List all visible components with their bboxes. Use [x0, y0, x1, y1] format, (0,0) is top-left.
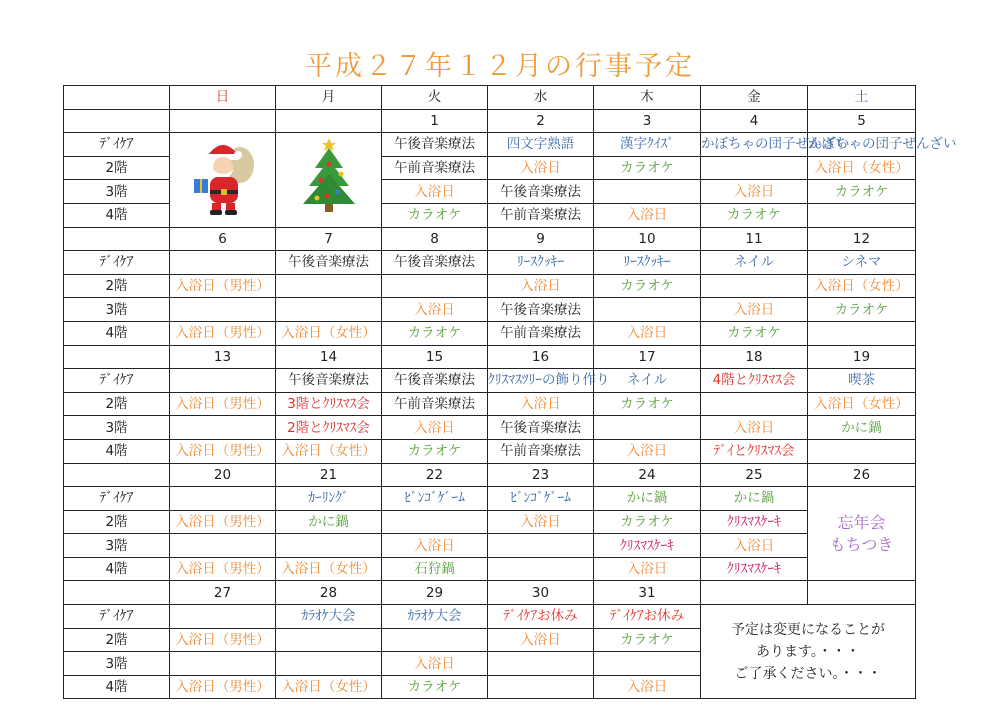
event-cell: 入浴日: [594, 321, 701, 345]
event-cell: 入浴日: [594, 557, 701, 581]
event-cell: ﾃﾞｲｹｱお休み: [594, 605, 701, 629]
row-label: 2階: [64, 274, 170, 298]
event-cell: かに鍋: [594, 487, 701, 511]
event-cell: 入浴日（女性）: [808, 156, 916, 180]
date-row: [64, 581, 916, 605]
schedule-row: [64, 557, 916, 581]
date-cell: 6: [170, 227, 276, 251]
event-cell: 午後音楽療法: [382, 133, 488, 157]
row-label: 3階: [64, 180, 170, 204]
row-label: ﾃﾞｲｹｱ: [64, 251, 170, 275]
date-cell: 25: [701, 463, 808, 487]
schedule-row: [64, 274, 916, 298]
row-label: ﾃﾞｲｹｱ: [64, 369, 170, 393]
santa-illustration: [170, 133, 276, 227]
schedule-row: [64, 487, 916, 511]
schedule-row: [64, 510, 916, 534]
event-cell: 入浴日（男性）: [170, 675, 276, 699]
event-cell: 入浴日: [488, 156, 594, 180]
event-cell: [170, 605, 276, 629]
event-cell: かぼちゃの団子ぜんざい: [808, 133, 916, 157]
event-cell: ｶｰﾘﾝｸﾞ: [276, 487, 382, 511]
date-cell: 14: [276, 345, 382, 369]
tree-icon: [299, 134, 359, 218]
event-cell: [276, 534, 382, 558]
date-cell: [808, 581, 916, 605]
date-cell: 7: [276, 227, 382, 251]
event-cell: 入浴日: [488, 274, 594, 298]
event-cell: カラオケ: [382, 439, 488, 463]
date-cell: 21: [276, 463, 382, 487]
date-cell: [701, 581, 808, 605]
date-cell: 31: [594, 581, 701, 605]
event-cell: [594, 298, 701, 322]
row-label: ﾃﾞｲｹｱ: [64, 133, 170, 157]
event-cell: 入浴日（男性）: [170, 274, 276, 298]
page-title: 平成２７年１２月の行事予定: [305, 51, 695, 82]
event-cell: ﾘｰｽｸｯｷｰ: [488, 251, 594, 275]
event-cell: かに鍋: [701, 487, 808, 511]
event-cell: [808, 203, 916, 227]
event-cell: 入浴日（女性）: [276, 557, 382, 581]
schedule-row: [64, 439, 916, 463]
event-cell: カラオケ: [594, 628, 701, 652]
event-cell: 入浴日（女性）: [276, 439, 382, 463]
event-cell: ｸﾘｽﾏｽｹｰｷ: [701, 510, 808, 534]
date-cell: 29: [382, 581, 488, 605]
schedule-row: [64, 321, 916, 345]
header-corner: [64, 86, 170, 110]
date-cell: 22: [382, 463, 488, 487]
event-cell: ﾃﾞｲｹｱお休み: [488, 605, 594, 629]
event-cell: 入浴日（女性）: [276, 321, 382, 345]
event-cell: ｸﾘｽﾏｽｹｰｷ: [594, 534, 701, 558]
event-cell: [594, 180, 701, 204]
event-cell: 入浴日（男性）: [170, 321, 276, 345]
event-cell: ﾋﾞﾝｺﾞｹﾞｰﾑ: [382, 487, 488, 511]
event-cell: [808, 439, 916, 463]
event-cell: 喫茶: [808, 369, 916, 393]
event-cell: 入浴日: [594, 439, 701, 463]
weekday-header-row: [64, 86, 916, 110]
event-cell: 入浴日（男性）: [170, 510, 276, 534]
schedule-row: [64, 392, 916, 416]
weekday-header: 月: [276, 86, 382, 110]
event-cell: 午後音楽療法: [276, 251, 382, 275]
date-row-label: [64, 227, 170, 251]
event-cell: ﾃﾞｲとｸﾘｽﾏｽ会: [701, 439, 808, 463]
date-row: [64, 227, 916, 251]
event-cell: 入浴日（女性）: [276, 675, 382, 699]
event-cell: 午後音楽療法: [488, 180, 594, 204]
date-cell: 3: [594, 109, 701, 133]
schedule-row: [64, 298, 916, 322]
notice-cell: [701, 605, 916, 699]
event-cell: 午後音楽療法: [488, 298, 594, 322]
row-label: 2階: [64, 510, 170, 534]
event-cell: 入浴日: [382, 416, 488, 440]
event-cell: カラオケ: [594, 274, 701, 298]
event-cell: 入浴日（女性）: [808, 274, 916, 298]
row-label: 2階: [64, 628, 170, 652]
event-cell: ネイル: [594, 369, 701, 393]
event-cell: [276, 628, 382, 652]
row-label: ﾃﾞｲｹｱ: [64, 487, 170, 511]
row-label: 3階: [64, 298, 170, 322]
event-cell: 入浴日（男性）: [170, 557, 276, 581]
event-cell: 入浴日（女性）: [808, 392, 916, 416]
event-cell: カラオケ: [382, 203, 488, 227]
event-cell: 3階とｸﾘｽﾏｽ会: [276, 392, 382, 416]
weekday-header: 土: [808, 86, 916, 110]
bonenkai-text: 忘年会 もちつき: [829, 512, 894, 554]
event-cell: 入浴日: [594, 203, 701, 227]
event-cell: [701, 392, 808, 416]
weekday-header: 火: [382, 86, 488, 110]
event-cell: 午前音楽療法: [488, 321, 594, 345]
date-cell: 2: [488, 109, 594, 133]
event-cell: [276, 274, 382, 298]
event-cell: [276, 652, 382, 676]
date-cell: 9: [488, 227, 594, 251]
event-cell: [701, 274, 808, 298]
event-cell: [170, 251, 276, 275]
event-cell: かに鍋: [808, 416, 916, 440]
event-cell: ｶﾗｵｹ大会: [382, 605, 488, 629]
event-cell: 入浴日: [701, 180, 808, 204]
bonenkai-cell: [808, 487, 916, 581]
event-cell: 入浴日: [701, 416, 808, 440]
date-row: [64, 109, 916, 133]
event-cell: カラオケ: [808, 298, 916, 322]
event-cell: [488, 557, 594, 581]
date-cell: 16: [488, 345, 594, 369]
date-cell: 28: [276, 581, 382, 605]
date-cell: 26: [808, 463, 916, 487]
event-cell: [594, 416, 701, 440]
event-cell: かぼちゃの団子ぜんざい: [701, 133, 808, 157]
event-cell: ｸﾘｽﾏｽﾂﾘｰの飾り作り: [488, 369, 594, 393]
weekday-header: 金: [701, 86, 808, 110]
event-cell: カラオケ: [382, 321, 488, 345]
date-cell: 1: [382, 109, 488, 133]
date-row: [64, 463, 916, 487]
event-cell: 入浴日（男性）: [170, 439, 276, 463]
event-cell: 午後音楽療法: [276, 369, 382, 393]
row-label: 3階: [64, 534, 170, 558]
event-cell: 入浴日: [382, 180, 488, 204]
event-cell: [488, 534, 594, 558]
event-cell: ﾋﾞﾝｺﾞｹﾞｰﾑ: [488, 487, 594, 511]
event-cell: カラオケ: [808, 180, 916, 204]
weekday-header: 水: [488, 86, 594, 110]
date-cell: 11: [701, 227, 808, 251]
event-cell: [382, 628, 488, 652]
event-cell: ｸﾘｽﾏｽｹｰｷ: [701, 557, 808, 581]
schedule-row: [64, 605, 916, 629]
event-cell: [382, 510, 488, 534]
event-cell: 入浴日（男性）: [170, 628, 276, 652]
date-row-label: [64, 345, 170, 369]
event-cell: [170, 534, 276, 558]
date-cell: 5: [808, 109, 916, 133]
schedule-row: [64, 534, 916, 558]
event-cell: 午後音楽療法: [382, 251, 488, 275]
date-cell: 23: [488, 463, 594, 487]
date-row: [64, 345, 916, 369]
date-cell: 10: [594, 227, 701, 251]
date-row-label: [64, 109, 170, 133]
date-cell: 12: [808, 227, 916, 251]
event-cell: [276, 298, 382, 322]
schedule-row: [64, 251, 916, 275]
notice-text: 予定は変更になることが あります。・・・ ご了承ください。・・・: [731, 621, 885, 682]
event-cell: 石狩鍋: [382, 557, 488, 581]
event-cell: 午後音楽療法: [382, 369, 488, 393]
date-cell: 20: [170, 463, 276, 487]
weekday-header: 日: [170, 86, 276, 110]
date-row-label: [64, 463, 170, 487]
event-cell: [488, 675, 594, 699]
schedule-row: [64, 133, 916, 157]
schedule-row: [64, 369, 916, 393]
row-label: 4階: [64, 675, 170, 699]
event-cell: [701, 156, 808, 180]
event-cell: 入浴日: [488, 510, 594, 534]
event-cell: [170, 369, 276, 393]
event-cell: カラオケ: [701, 203, 808, 227]
weekday-header: 木: [594, 86, 701, 110]
date-cell: 24: [594, 463, 701, 487]
event-cell: [170, 487, 276, 511]
event-cell: ｶﾗｵｹ大会: [276, 605, 382, 629]
row-label: 3階: [64, 652, 170, 676]
event-cell: 入浴日: [382, 298, 488, 322]
event-cell: カラオケ: [594, 392, 701, 416]
event-cell: 午前音楽療法: [382, 392, 488, 416]
date-cell: [276, 109, 382, 133]
santa-icon: [188, 135, 258, 217]
event-cell: カラオケ: [701, 321, 808, 345]
date-cell: 18: [701, 345, 808, 369]
christmas-tree-illustration: [276, 133, 382, 227]
event-cell: 入浴日: [488, 628, 594, 652]
event-cell: [808, 321, 916, 345]
row-label: 3階: [64, 416, 170, 440]
event-cell: ネイル: [701, 251, 808, 275]
date-row-label: [64, 581, 170, 605]
date-cell: 19: [808, 345, 916, 369]
event-cell: 午前音楽療法: [488, 439, 594, 463]
event-cell: 午前音楽療法: [488, 203, 594, 227]
event-cell: シネマ: [808, 251, 916, 275]
event-cell: 午後音楽療法: [488, 416, 594, 440]
event-cell: カラオケ: [382, 675, 488, 699]
event-cell: カラオケ: [594, 156, 701, 180]
event-cell: 入浴日: [701, 534, 808, 558]
date-cell: 13: [170, 345, 276, 369]
event-cell: 4階とｸﾘｽﾏｽ会: [701, 369, 808, 393]
row-label: 4階: [64, 557, 170, 581]
event-cell: [382, 274, 488, 298]
event-cell: [594, 652, 701, 676]
row-label: 4階: [64, 439, 170, 463]
event-cell: 入浴日: [594, 675, 701, 699]
event-cell: [488, 652, 594, 676]
event-cell: 入浴日: [701, 298, 808, 322]
date-cell: 15: [382, 345, 488, 369]
event-cell: 入浴日: [382, 534, 488, 558]
event-cell: かに鍋: [276, 510, 382, 534]
event-cell: 入浴日: [382, 652, 488, 676]
date-cell: 30: [488, 581, 594, 605]
row-label: 2階: [64, 156, 170, 180]
event-cell: 入浴日: [488, 392, 594, 416]
date-cell: 17: [594, 345, 701, 369]
event-cell: [170, 298, 276, 322]
event-cell: 午前音楽療法: [382, 156, 488, 180]
event-cell: 四文字熟語: [488, 133, 594, 157]
date-cell: 8: [382, 227, 488, 251]
row-label: 4階: [64, 321, 170, 345]
event-cell: ﾘｰｽｸｯｷｰ: [594, 251, 701, 275]
event-cell: [170, 652, 276, 676]
date-cell: 27: [170, 581, 276, 605]
event-cell: 漢字ｸｲｽﾞ: [594, 133, 701, 157]
event-cell: 2階とｸﾘｽﾏｽ会: [276, 416, 382, 440]
event-cell: 入浴日（男性）: [170, 392, 276, 416]
date-cell: [170, 109, 276, 133]
event-cell: [170, 416, 276, 440]
event-cell: カラオケ: [594, 510, 701, 534]
row-label: 2階: [64, 392, 170, 416]
date-cell: 4: [701, 109, 808, 133]
schedule-row: [64, 416, 916, 440]
row-label: 4階: [64, 203, 170, 227]
row-label: ﾃﾞｲｹｱ: [64, 605, 170, 629]
calendar-table: [63, 85, 957, 699]
